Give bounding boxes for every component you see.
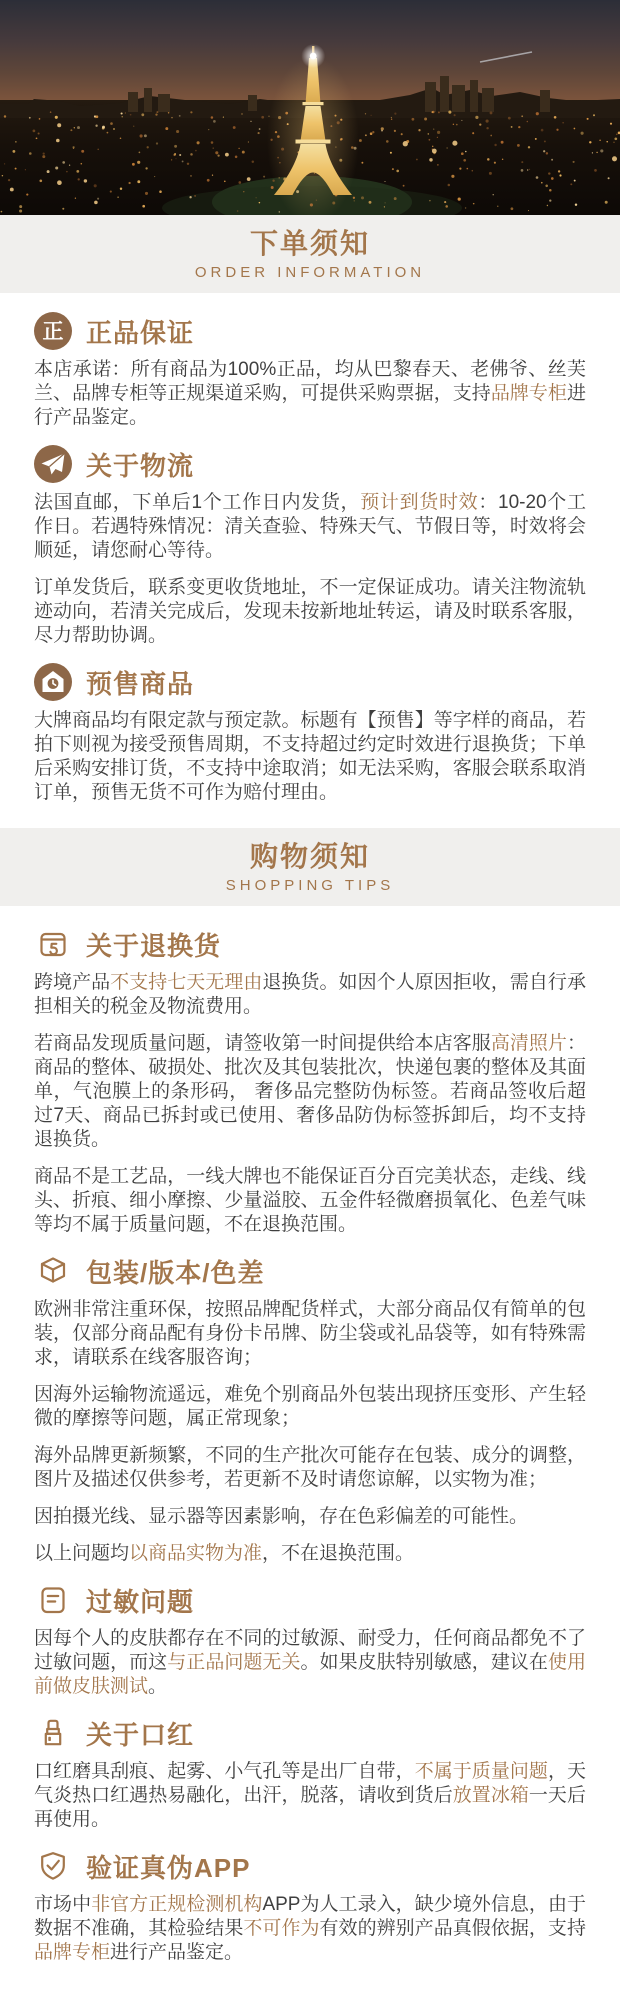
- paragraph: [34, 1032, 586, 1152]
- paragraph: [34, 1893, 586, 1965]
- lipstick-icon: [34, 1714, 72, 1752]
- body-text: ：10-20个工作日。若遇特殊情况：清关查验、特殊天气、节假日等，时效将会顺延，请您耐心等待。: [34, 492, 586, 561]
- shield-check-icon: [34, 1847, 72, 1885]
- section-header-returns: [34, 923, 586, 965]
- section-header-verify-app: [34, 1845, 586, 1887]
- shopping-sections: [0, 906, 620, 2004]
- paragraph: [34, 491, 586, 563]
- body-text: ，天气炎热口红遇热易融化，出汗，脱落，请收到货后: [34, 1761, 586, 1806]
- body-text: 若商品发现质量问题，请签收第一时间提供给本店客服: [34, 1033, 491, 1054]
- paragraph: [34, 1627, 586, 1699]
- paragraph: [34, 1383, 586, 1431]
- paragraph: [34, 709, 586, 805]
- section-returns: [34, 923, 586, 1237]
- section-header-allergy: [34, 1579, 586, 1621]
- section-authenticity: [34, 310, 586, 430]
- highlight-text: 预计到货时效: [360, 492, 479, 513]
- body-text: 大牌商品均有限定款与预定款。标题有【预售】等字样的商品，若拍下则视为接受预售周期，不支持超过约定时效进行退换货；下单后采购安排订货，不支持中途取消；如无法采购，客服会联系取消订单，预售无货不可作为赔付理由。: [34, 710, 586, 803]
- body-text: 欧洲非常注重环保，按照品牌配货样式，大部分商品仅有简单的包装，仅部分商品配有身份卡吊牌、防尘袋或礼品袋等，如有特殊需求，请联系在线客服咨询；: [34, 1299, 586, 1368]
- section-header-packaging: [34, 1250, 586, 1292]
- section-header-logistics: [34, 443, 586, 485]
- body-text: 市场中: [34, 1894, 92, 1915]
- airplane-icon: [34, 445, 72, 483]
- order-sections: [0, 293, 620, 828]
- paragraph: [34, 1760, 586, 1832]
- band-order-information: [0, 215, 620, 293]
- highlight-text: 品牌专柜: [34, 1942, 111, 1963]
- band-title-shopping: 购物须知: [249, 841, 370, 872]
- body-text: 进行产品鉴定。: [34, 383, 586, 428]
- paragraph: [34, 1298, 586, 1370]
- highlight-text: 非官方正规检测机构: [91, 1894, 263, 1915]
- body-text: 因海外运输物流遥远，难免个别商品外包装出现挤压变形、产生轻微的摩擦等问题，属正常现象；: [34, 1384, 586, 1429]
- body-text: 退换货。如因个人原因拒收，需自行承担相关的税金及物流费用。: [34, 972, 586, 1017]
- highlight-text: 不属于质量问题: [414, 1761, 548, 1782]
- body-text: 。: [148, 1676, 168, 1697]
- section-title: 关于口红: [86, 1719, 195, 1750]
- body-text: 订单发货后，联系变更收货地址，不一定保证成功。请关注物流轨迹动向，若清关完成后，发现未按新地址转运，请及时联系客服，尽力帮助协调。: [34, 577, 586, 646]
- highlight-text: 放置冰箱: [452, 1785, 529, 1806]
- section-verify-app: [34, 1845, 586, 1965]
- body-text: 口红磨具刮痕、起雾、小气孔等是出厂自带，: [34, 1761, 415, 1782]
- paragraph: [34, 1165, 586, 1237]
- paragraph: [34, 576, 586, 648]
- paris-night-illustration: [0, 0, 620, 215]
- body-text: APP为人工录入，缺少境外信息，由于数据不准确，其检验结果: [34, 1894, 586, 1939]
- band-subtitle-order: ORDER INFORMATION: [194, 264, 426, 281]
- body-text: 跨境产品: [34, 972, 111, 993]
- paragraph: [34, 1444, 586, 1492]
- highlight-text: 品牌专柜: [490, 383, 567, 404]
- body-text: 有效的辨别产品真假依据，支持: [319, 1918, 586, 1939]
- svg-text:正: 正: [42, 320, 64, 344]
- body-text: 商品不是工艺品，一线大牌也不能保证百分百完美状态，走线、线头、折痕、细小摩擦、少量溢胶、五金件轻微磨损氧化、色差气味等均不属于质量问题，不在退换范围。: [34, 1166, 586, 1235]
- section-presale: [34, 661, 586, 805]
- paragraph: [34, 971, 586, 1019]
- section-title: 关于退换货: [86, 930, 222, 961]
- section-title: 预售商品: [86, 668, 195, 699]
- highlight-text: 不可作为: [243, 1918, 320, 1939]
- body-text: ：商品的整体、破损处、批次及其包装批次，快递包裹的整体及其面单，气泡膜上的条形码， 奢侈品完整防伪标签。若商品签收后超过7天、商品已拆封或已使用、奢侈品防伪标签拆卸后，均不支持退换货。: [34, 1033, 586, 1150]
- body-text: 法国直邮，下单后1个工作日内发货，: [34, 492, 361, 513]
- body-text: 因拍摄光线、显示器等因素影响，存在色彩偏差的可能性。: [34, 1506, 529, 1527]
- allergy-note-icon: [34, 1581, 72, 1619]
- band-title-order: 下单须知: [249, 228, 370, 259]
- section-allergy: [34, 1579, 586, 1699]
- highlight-text: 高清照片: [490, 1033, 567, 1054]
- highlight-text: 不支持七天无理由: [110, 972, 263, 993]
- hero-image-paris: [0, 0, 620, 215]
- highlight-text: 使用前做皮肤测试: [34, 1652, 586, 1697]
- highlight-text: 与正品问题无关: [167, 1652, 301, 1673]
- highlight-text: 以商品实物为准: [129, 1543, 263, 1564]
- section-header-lipstick: [34, 1712, 586, 1754]
- body-text: ，不在退换范围。: [262, 1543, 415, 1564]
- body-text: 因每个人的皮肤都存在不同的过敏源、耐受力，任何商品都免不了过敏问题，而这: [34, 1628, 586, 1673]
- section-logistics: [34, 443, 586, 648]
- authenticity-seal-icon: [34, 312, 72, 350]
- paragraph: [34, 358, 586, 430]
- paragraph: [34, 1542, 586, 1566]
- section-title: 关于物流: [86, 450, 195, 481]
- presale-house-clock-icon: [34, 663, 72, 701]
- body-text: 海外品牌更新频繁，不同的生产批次可能存在包装、成分的调整，图片及描述仅供参考，若更新不及时请您谅解，以实物为准；: [34, 1445, 586, 1490]
- package-cube-icon: [34, 1252, 72, 1290]
- body-text: 。如果皮肤特别敏感，建议在: [300, 1652, 548, 1673]
- section-title: 过敏问题: [86, 1586, 195, 1617]
- section-header-presale: [34, 661, 586, 703]
- section-packaging: [34, 1250, 586, 1566]
- body-text: 进行产品鉴定。: [110, 1942, 244, 1963]
- paragraph: [34, 1505, 586, 1529]
- section-lipstick: [34, 1712, 586, 1832]
- body-text: 以上问题均: [34, 1543, 130, 1564]
- body-text: 本店承诺：所有商品为100%正品，均从巴黎春天、老佛爷、丝芙兰、品牌专柜等正规渠道采购，可提供采购票据，支持: [34, 359, 586, 404]
- section-title: 正品保证: [86, 317, 195, 348]
- body-text: 一天后再使用。: [34, 1785, 586, 1830]
- section-header-authenticity: [34, 310, 586, 352]
- band-subtitle-shopping: SHOPPING TIPS: [225, 877, 395, 894]
- section-title: 验证真伪APP: [86, 1852, 251, 1883]
- return-box-icon: [34, 925, 72, 963]
- section-title: 包装/版本/色差: [86, 1257, 265, 1288]
- band-shopping-tips: [0, 828, 620, 906]
